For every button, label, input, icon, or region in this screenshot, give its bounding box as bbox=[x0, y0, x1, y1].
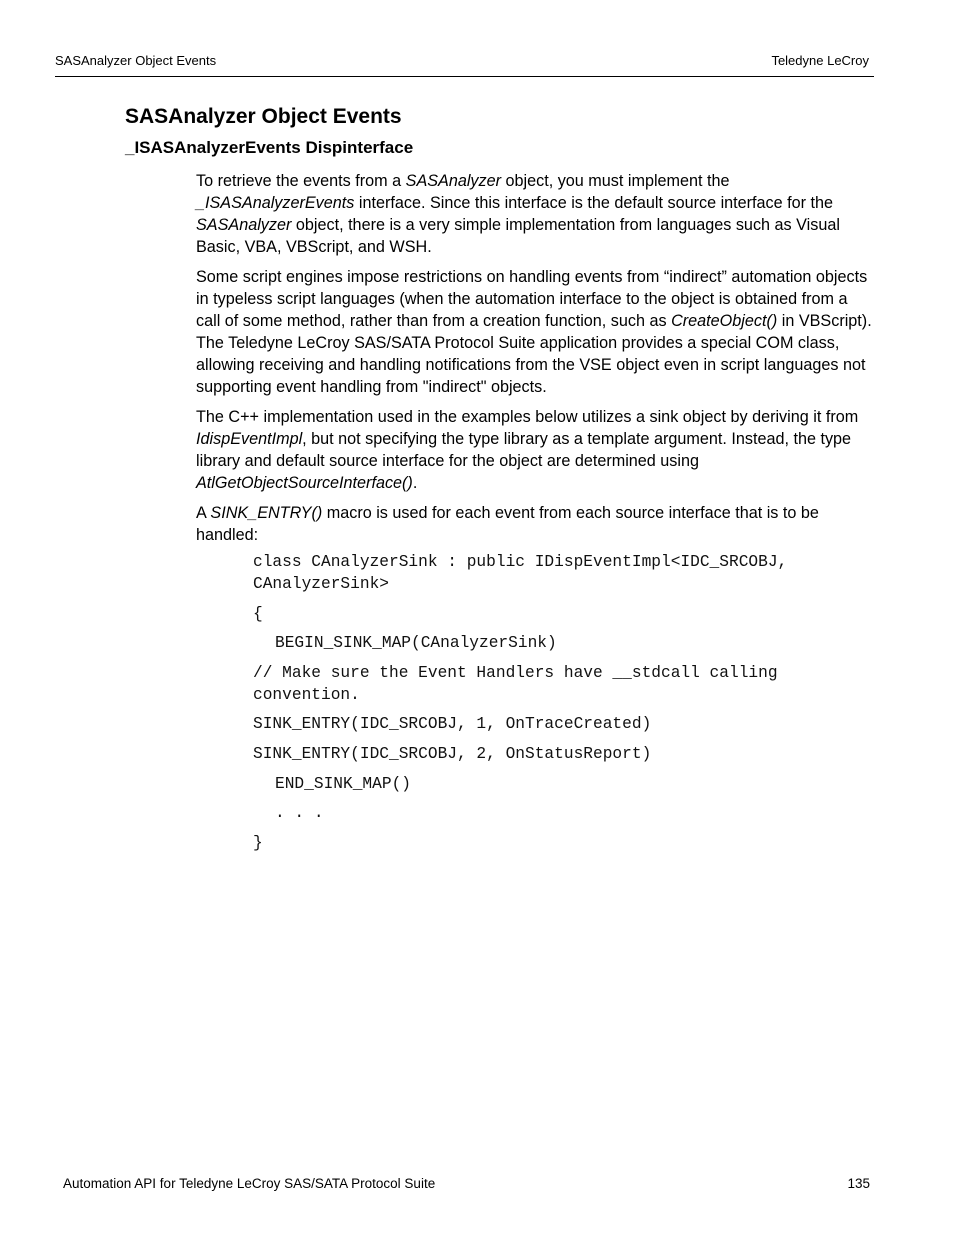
code-line-sink-entry-1: SINK_ENTRY(IDC_SRCOBJ, 1, OnTraceCreated) bbox=[253, 715, 652, 734]
header-section-name: SASAnalyzer Object Events bbox=[55, 53, 217, 68]
p2-italic-1: CreateObject() bbox=[671, 312, 778, 330]
section-subtitle: _ISASAnalyzerEvents Dispinterface bbox=[125, 138, 414, 157]
p3-text-2: , but not specifying the type library as a template argument. Instead, the type library and default source interface for the object are determined using bbox=[196, 430, 852, 470]
body-text bbox=[196, 170, 872, 554]
p3-text-1: The C++ implementation used in the examples below utilizes a sink object by deriving it from bbox=[196, 408, 859, 426]
code-line-close-brace: } bbox=[253, 833, 263, 852]
p1-italic-3: SASAnalyzer bbox=[196, 216, 292, 234]
p1-text-4: object, there is a very simple implementation from languages such as Visual Basic, VBA, VBScript, and WSH. bbox=[196, 216, 840, 256]
paragraph-4 bbox=[196, 502, 872, 546]
code-block bbox=[253, 551, 873, 861]
p2-text-2: in VBScript). The Teledyne LeCroy SAS/SATA Protocol Suite application provides a special COM class, allowing receiving and handling notifications from the VSE object even in script languages not supporting event handling from "indirect" objects. bbox=[196, 312, 872, 396]
paragraph-1 bbox=[196, 170, 872, 258]
header-company-name: Teledyne LeCroy bbox=[771, 53, 869, 68]
paragraph-3 bbox=[196, 406, 872, 494]
code-line-begin-sink-map: BEGIN_SINK_MAP(CAnalyzerSink) bbox=[275, 634, 557, 653]
p1-italic-1: SASAnalyzer bbox=[405, 172, 502, 190]
code-line-class-declaration: class CAnalyzerSink : public IDispEventImpl<IDC_SRCOBJ, CAnalyzerSink> bbox=[253, 553, 797, 593]
page-header bbox=[55, 51, 874, 77]
p4-text-1: A bbox=[196, 504, 211, 522]
footer-document-title: Automation API for Teledyne LeCroy SAS/SATA Protocol Suite bbox=[63, 1176, 436, 1191]
p1-text-1: To retrieve the events from a bbox=[196, 172, 406, 190]
code-line-sink-entry-2: SINK_ENTRY(IDC_SRCOBJ, 2, OnStatusReport) bbox=[253, 744, 652, 763]
paragraph-2 bbox=[196, 266, 872, 398]
p3-text-3: . bbox=[412, 474, 418, 492]
p3-italic-2: AtlGetObjectSourceInterface() bbox=[196, 474, 413, 492]
section-title: SASAnalyzer Object Events bbox=[125, 105, 402, 128]
p3-italic-1: IdispEventImpl bbox=[196, 430, 303, 448]
p4-italic-1: SINK_ENTRY() bbox=[210, 504, 323, 522]
page-number: 135 bbox=[847, 1176, 870, 1191]
p1-text-2: object, you must implement the bbox=[501, 172, 730, 190]
code-line-open-brace: { bbox=[253, 604, 263, 623]
code-line-ellipsis: . . . bbox=[275, 804, 324, 823]
code-line-end-sink-map: END_SINK_MAP() bbox=[275, 774, 411, 793]
p1-italic-2: _ISASAnalyzerEvents bbox=[196, 194, 355, 212]
code-line-comment: // Make sure the Event Handlers have __stdcall calling convention. bbox=[253, 663, 788, 704]
p2-text-1: Some script engines impose restrictions on handling events from “indirect” automation objects in typeless script languages (when the automation interface to the object is obtained from a call of some method, rather than from a creation function, such as bbox=[196, 268, 868, 330]
p1-text-3: interface. Since this interface is the default source interface for the bbox=[354, 194, 834, 212]
p4-text-2: macro is used for each event from each source interface that is to be handled: bbox=[196, 504, 819, 544]
